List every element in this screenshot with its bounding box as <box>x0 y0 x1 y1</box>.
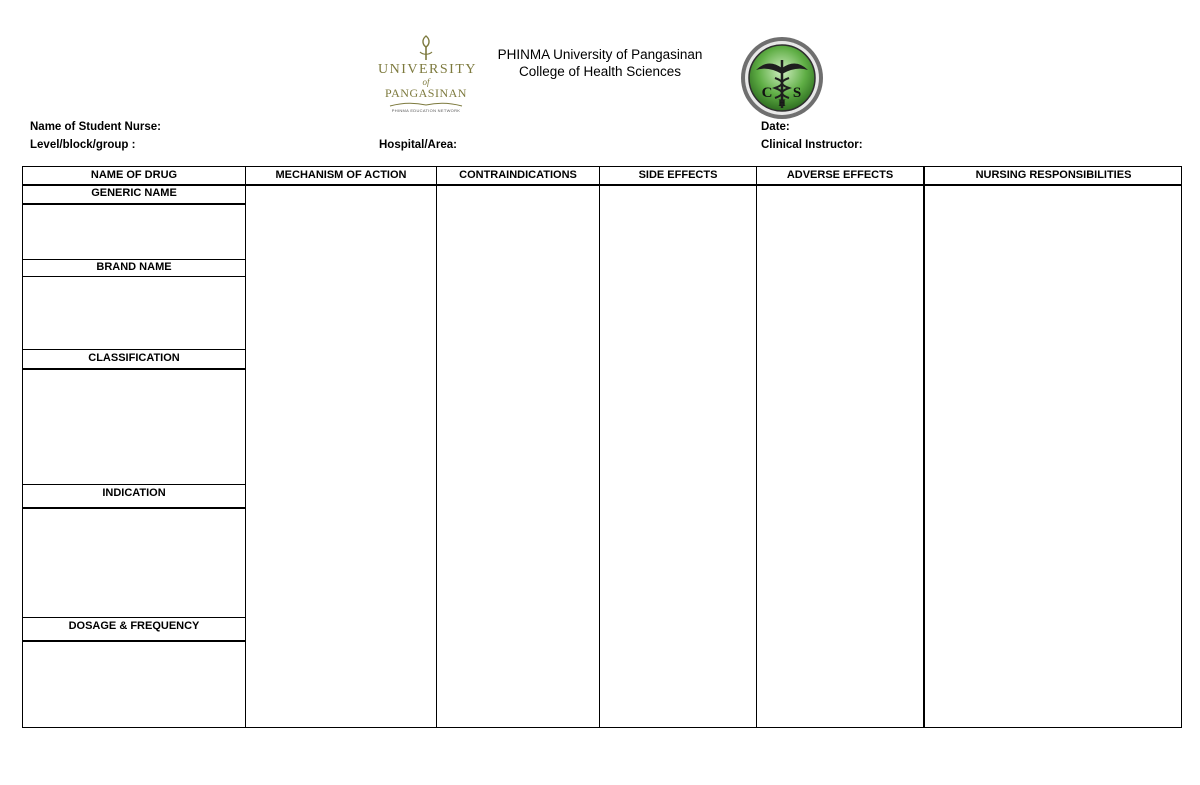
document-title <box>470 46 730 80</box>
logo-text-university: UNIVERSITY <box>378 62 477 77</box>
column-divider <box>756 166 757 728</box>
column-divider <box>923 166 925 728</box>
column-divider <box>599 166 600 728</box>
section-divider <box>22 276 246 277</box>
date-label: Date: <box>761 121 790 133</box>
section-dosage-frequency: DOSAGE & FREQUENCY <box>68 620 200 632</box>
drug-study-table <box>22 166 1182 728</box>
logo-text-pangasinan: PANGASINAN <box>385 86 467 100</box>
section-divider <box>22 203 246 205</box>
chs-seal-logo <box>740 36 824 120</box>
section-classification: CLASSIFICATION <box>88 352 180 364</box>
seal-letter-h: H <box>778 98 786 108</box>
clinical-instructor-label: Clinical Instructor: <box>761 139 863 151</box>
section-divider <box>22 640 246 642</box>
header-divider <box>22 184 1182 186</box>
torch-crest-icon <box>414 34 438 62</box>
col-header-contraindications: CONTRAINDICATIONS <box>459 169 577 181</box>
col-header-side-effects: SIDE EFFECTS <box>638 169 718 181</box>
seal-letter-s: S <box>792 85 802 101</box>
section-brand-name: BRAND NAME <box>96 261 172 273</box>
student-nurse-label: Name of Student Nurse: <box>30 121 161 133</box>
section-divider <box>22 617 246 618</box>
title-college: College of Health Sciences <box>518 64 682 79</box>
section-divider <box>22 259 246 260</box>
section-divider <box>22 484 246 485</box>
section-generic-name: GENERIC NAME <box>91 187 177 199</box>
section-divider <box>22 507 246 509</box>
col-header-name-of-drug: NAME OF DRUG <box>90 169 178 181</box>
seal-letter-c: C <box>761 85 773 101</box>
logo-text-network: PHINMA EDUCATION NETWORK <box>391 108 461 113</box>
col-header-adverse-effects: ADVERSE EFFECTS <box>786 169 894 181</box>
col-header-mechanism: MECHANISM OF ACTION <box>275 169 407 181</box>
section-divider <box>22 368 246 370</box>
university-logo <box>378 34 477 118</box>
section-divider <box>22 349 246 350</box>
hospital-area-label: Hospital/Area: <box>379 139 457 151</box>
logo-text-of: of <box>422 77 430 87</box>
title-university: PHINMA University of Pangasinan <box>497 47 703 62</box>
open-book-icon <box>388 101 464 107</box>
column-divider <box>245 166 246 728</box>
column-divider <box>436 166 437 728</box>
level-block-group-label: Level/block/group : <box>30 139 136 151</box>
section-indication: INDICATION <box>102 487 166 499</box>
col-header-nursing-responsibilities: NURSING RESPONSIBILITIES <box>975 169 1132 181</box>
